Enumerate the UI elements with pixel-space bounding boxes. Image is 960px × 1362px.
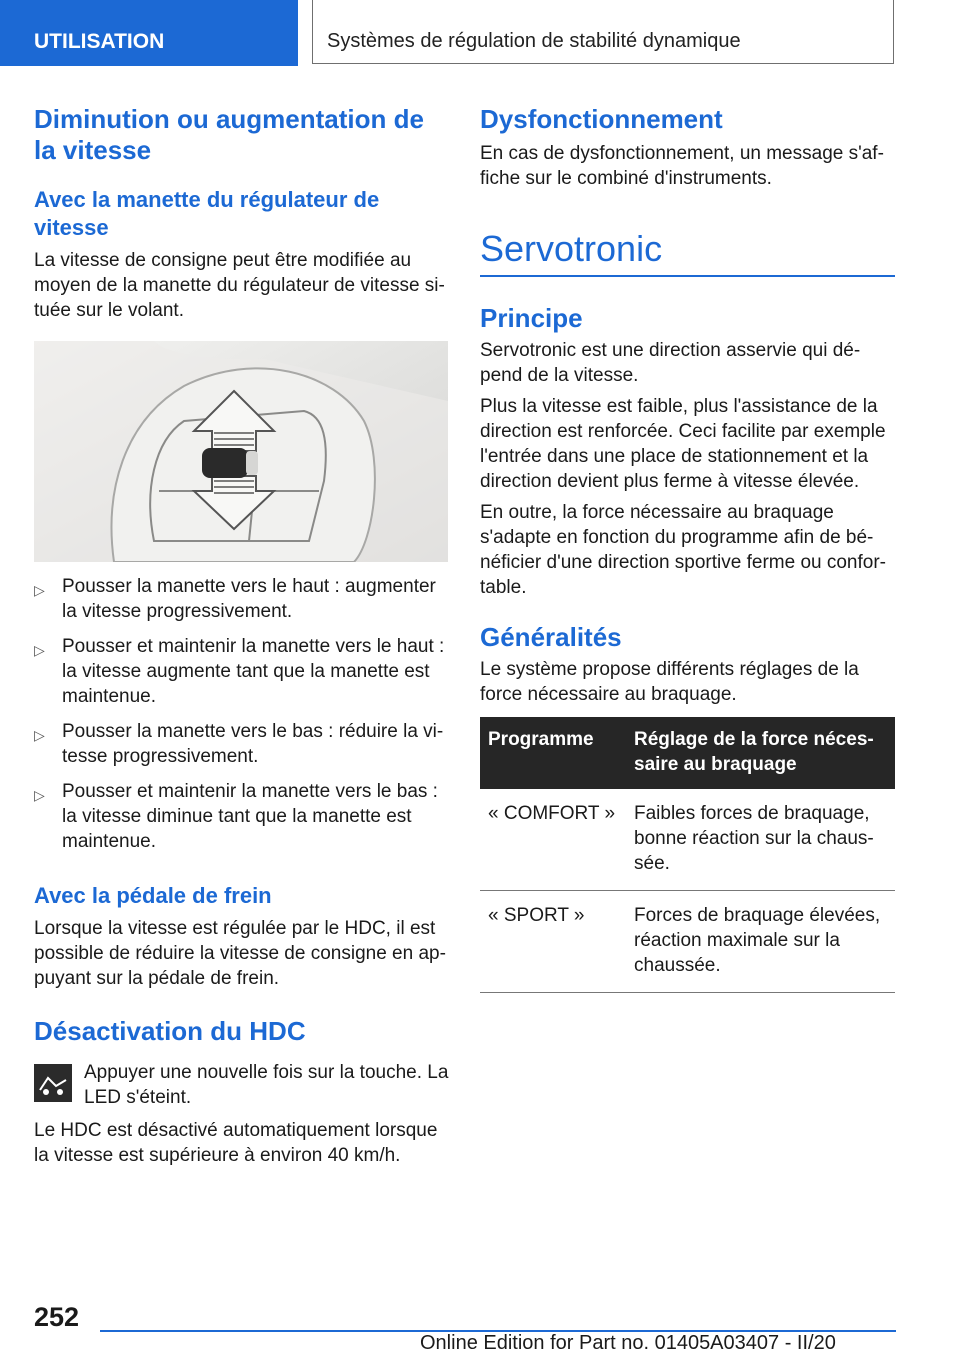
- table-row: [480, 891, 895, 993]
- left-column: [34, 104, 449, 323]
- table-cell: Forces de braquage élevées, réaction maximale sur la chaussée.: [626, 891, 895, 993]
- table-cell: Faibles forces de braquage, bonne réaction sur la chaus-sée.: [626, 789, 895, 891]
- subheading-lever: Avec la manette du régulateur de vitesse: [34, 187, 380, 240]
- triangle-bullet-icon: ▷: [34, 727, 45, 743]
- principle-text-2: Plus la vitesse est faible, plus l'assistance de la direction est renforcée. Ceci facilite par exemple l'entrée dans une place de stationnement et la direction devient plus ferme à vitesse élevée.: [480, 396, 886, 492]
- steering-programs-table: [480, 717, 895, 993]
- section-heading-hdc: Désactivation du HDC: [34, 1016, 306, 1046]
- lever-bullets: [34, 574, 449, 864]
- list-item: ▷ Pousser et maintenir la manette vers le haut : la vitesse augmente tant que la manette est maintenue.: [34, 636, 445, 707]
- table-header-row: [480, 717, 895, 789]
- triangle-bullet-icon: ▷: [34, 787, 45, 803]
- chapter-label: Systèmes de régulation de stabilité dynamique: [327, 30, 741, 52]
- footer-edition: Online Edition for Part no. 01405A03407 - II/20: [420, 1332, 836, 1354]
- triangle-bullet-icon: ▷: [34, 582, 45, 598]
- lever-description: La vitesse de consigne peut être modifiée au moyen de la manette du régulateur de vitesse si-tuée sur le volant.: [34, 250, 445, 321]
- general-text: Le système propose différents réglages de la force nécessaire au braquage.: [480, 659, 859, 705]
- table-row: [480, 789, 895, 891]
- triangle-bullet-icon: ▷: [34, 642, 45, 658]
- bullet-list: [34, 574, 449, 854]
- list-item: ▷ Pousser et maintenir la manette vers le bas : la vitesse diminue tant que la manette est maintenue.: [34, 781, 438, 852]
- section-heading-principle: Principe: [480, 303, 583, 333]
- section-label: UTILISATION: [34, 30, 165, 53]
- hdc-button-icon: [34, 1064, 72, 1102]
- list-item: ▷ Pousser la manette vers le bas : réduire la vi-tesse progressivement.: [34, 721, 444, 767]
- hdc-instruction: Appuyer une nouvelle fois sur la touche. La LED s'éteint.: [84, 1062, 449, 1108]
- page-number: 252: [34, 1302, 80, 1332]
- subheading-brake: Avec la pédale de frein: [34, 883, 272, 908]
- chapter-heading-servotronic: Servotronic: [480, 228, 663, 269]
- brake-description: Lorsque la vitesse est régulée par le HDC, il est possible de réduire la vitesse de consigne en ap-puyant sur la pédale de frein.: [34, 918, 446, 989]
- brake-section: [34, 882, 449, 991]
- hdc-instruction-wrap: [84, 1060, 449, 1110]
- hdc-auto-wrap: [34, 1118, 449, 1168]
- section-heading-speed: Diminution ou augmentation de la vitesse: [34, 104, 424, 165]
- hdc-section: [34, 1016, 449, 1047]
- principle-text-3: En outre, la force nécessaire au braquage s'adapte en fonction du programme afin de bé-néficier d'une direction sportive ferme ou confor-table.: [480, 502, 886, 598]
- hdc-auto-note: Le HDC est désactivé automatiquement lorsque la vitesse est supérieure à environ 40 km/h.: [34, 1120, 438, 1166]
- table-header-setting: Réglage de la force néces-saire au braquage: [626, 717, 895, 789]
- heading-rule: [480, 275, 895, 277]
- section-heading-general: Généralités: [480, 622, 622, 652]
- table-cell: « SPORT »: [480, 891, 626, 993]
- malfunction-text: En cas de dysfonctionnement, un message s'af-fiche sur le combiné d'instruments.: [480, 143, 884, 189]
- list-item: ▷ Pousser la manette vers le haut : augmenter la vitesse progressivement.: [34, 576, 436, 622]
- section-tab: [0, 0, 298, 66]
- table-header-program: Programme: [480, 717, 626, 789]
- cruise-control-lever-image: [34, 341, 448, 562]
- table-cell: « COMFORT »: [480, 789, 626, 891]
- chapter-tab: [312, 0, 894, 64]
- steering-wheel-illustration: [34, 341, 448, 562]
- right-column: [480, 104, 895, 993]
- principle-text-1: Servotronic est une direction asservie qui dé-pend de la vitesse.: [480, 340, 861, 386]
- section-heading-malfunction: Dysfonctionnement: [480, 104, 723, 134]
